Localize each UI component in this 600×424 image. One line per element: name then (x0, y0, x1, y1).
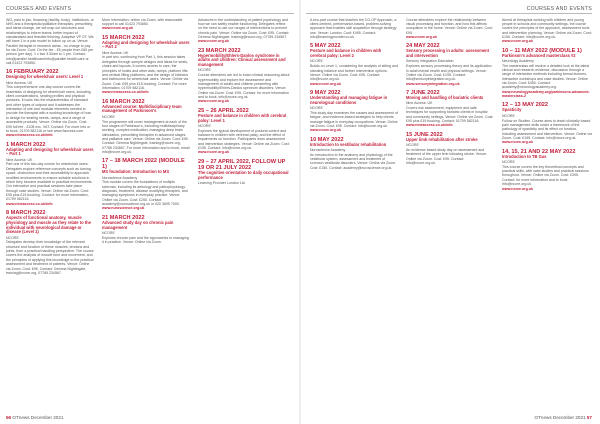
event-title: Adapting and designing for wheelchair users – Part 2 (102, 39, 190, 50)
event-description: The programme will cover management at each of the four stages of Parkinson's, including multidisciplinary working, complex medication, managing deep brain stimulation, prescribing therapies in advanced stages and palliative care. Venue: Online via Zoom. Cost: £95. Contact: Gemma Nightingale, training@ncore.org, 07785 234567. For more information and to book, email info@ncore.org.uk. (102, 119, 190, 154)
event-entry (6, 69, 94, 137)
event-entry (102, 35, 190, 95)
publication-name: OTnews December 2021 (534, 415, 586, 420)
website-link[interactable]: www.ncore.org.uk (198, 150, 230, 155)
page-number: 57 (586, 415, 592, 420)
website-link[interactable]: www.sensoryintegration.org.uk (406, 81, 460, 86)
website-link[interactable]: www.ncore.org.uk (198, 39, 230, 44)
event-date: 16 FEBRUARY 2022 (6, 69, 59, 76)
event-date: 8 MARCH 2022 (6, 209, 46, 216)
event-date: 10 MAY 2022 (310, 136, 344, 143)
event-date: 29 – 27 APRIL 2022, FOLLOW UP 19 OR 21 JULY 2022 (198, 158, 286, 171)
event-title: The cognitive orientation to daily occupational performance (198, 169, 289, 180)
event-provider: Neurology Academy (502, 58, 534, 63)
event-title: Spasticity (502, 107, 522, 113)
column (310, 17, 398, 412)
website-link[interactable]: www.nineaccess.co.uk/info (102, 90, 149, 95)
intro-text: A two-part course that teaches the CO-OP Approach, a client-centred, performance-based, problem-solving approach that enables skill acquisition through strategy use. Venue: London. Cost: £495. Contact: info@learningprovider.co.uk. (310, 17, 397, 39)
event-entry (502, 149, 592, 191)
event-title: Aspects of functional anatomy, muscle physiology and muscle as they relate to the individual with neurological damage or disease (Level 1) (6, 214, 91, 235)
event-description: This course covers the key theoretical concepts and practical skills, with case studies and practical sessions throughout. Venue: Online via Zoom. Cost: £395. Contact: for more information and to book, info@ncore.org.uk. (502, 164, 589, 187)
event-provider: NCORE (198, 68, 211, 73)
column (406, 17, 494, 412)
event-title: Hypermobility/Ehlers-Danlos syndrome in adults and children: Clinical assessment and management (198, 52, 286, 68)
intro-text: Advances in the understanding of patient psychology and how we can safely enable functioning. Delegates reflect on the need to use our ranges of interventions to prevent chronic pain. Venue: Online via Zoom. Cost: £95. Contact: Gemma Nightingale, training@ncore.org, 07785 234567. (198, 17, 290, 39)
running-head-right: COURSES AND EVENTS (526, 6, 592, 12)
website-link[interactable]: www.ncore.org.uk (502, 39, 534, 44)
page-number: 56 (6, 415, 12, 420)
event-date: 16 MARCH 2022 (102, 98, 145, 105)
website-link[interactable]: www.neurologyacademy.org/parkinsons-advanced-masterclass-2 (502, 89, 590, 99)
event-title: Introduction to TB Gas (502, 153, 547, 159)
event-entry (6, 210, 94, 275)
event-entry (502, 48, 592, 99)
event-provider: NCORE (406, 143, 419, 148)
event-title: Designing for wheelchair users: Level 1 (6, 74, 84, 80)
website-link[interactable]: www.ncore.org.uk (502, 186, 534, 191)
event-provider: Nuroscience Academy (102, 175, 138, 180)
event-date: 17 – 18 MARCH 2022 (MODULE 1) (102, 158, 185, 171)
column (6, 17, 94, 412)
event-provider: Nine Access: UK (6, 157, 33, 162)
event-description: This comprehensive one-day course covers the essentials of designing for wheelchair users, including client considerations, seating profiles and physical postures. It looks into the characteristics of standard and other types of outpost and it addresses the interaction of site and modular elements needed to provide the therapist with a working knowledge of how to design for seating needs, ramps, and a range of accessible products. Venue: Online via Zoom. Cost: £95 full fee - £105 exc. VAT. Contact: For more info or to book, 01709 582116 or see www.9access.com (6, 85, 91, 133)
event-date: 5 MAY 2022 (310, 43, 341, 50)
event-provider: NCORE (102, 114, 115, 119)
event-provider: NCORE (502, 113, 515, 118)
event-description: An evidence-based study day on assessment and treatment of the upper limb following stroke. Venue: Online via Zoom. Cost: £95. Contact: info@ncore.org.uk. (406, 147, 487, 165)
event-entry (310, 90, 398, 133)
event-description: Explores the typical development of postural control and balance in children with cerebral palsy, and the effect of impairments on function. Participants learn assessment and intervention strategies. Venue: Online via Zoom. Cost: £195. Contact: info@ncore.org.uk. (198, 128, 290, 151)
event-title: Upper limb rehabilitation after stroke (406, 136, 478, 142)
event-provider: Learning Provider London Ltd (198, 180, 245, 185)
website-link[interactable]: www.nuroscience.org.uk (102, 206, 145, 211)
event-date: 12 – 13 MAY 2022 (502, 102, 549, 109)
website-link[interactable]: www.ncore.org.uk (102, 26, 134, 31)
event-date: 24 MAY 2022 (406, 43, 440, 50)
event-date: 23 MARCH 2022 (198, 47, 241, 54)
website-link[interactable]: www.nineaccess.co.uk/info (6, 201, 53, 206)
event-date: 1 MARCH 2022 (6, 141, 46, 148)
event-provider: NCORE (310, 105, 323, 110)
column (198, 17, 290, 412)
event-description: Delegates develop their knowledge of the relevant structure and function of these muscles, tendons and joints, from a practical handling perspective. The course covers the analysis of muscle tone and movement, and the principles of applying this knowledge to the practical assessment and treatment of patients. Venue: Online via Zoom. Cost: £95. Contact: Gemma Nightingale, training@ncore.org, 07785 234567. (6, 240, 94, 275)
event-date: 10 – 11 MAY 2022 (MODULE 1) (502, 47, 582, 54)
column (102, 17, 190, 412)
website-link[interactable]: www.ncore.org.uk (406, 34, 438, 39)
right-page (300, 0, 600, 424)
event-description: Course attendees are led to exam clinical reasoning about hypermobility and explore the assessment and management of adults and children presenting with hypermobility/Ehlers-Danlos spectrum disorders. Venue: Online via Zoom. Cost: £95. Contact: for more information and to book, info@ncore.org.uk. (198, 73, 290, 100)
website-link[interactable]: www.ncore.org.uk (198, 99, 230, 104)
event-date: 15 JUNE 2022 (406, 131, 443, 138)
footer-left (6, 415, 63, 420)
header-rule (6, 13, 294, 14)
event-description: Explores chronic pain and the approaches to managing it in practice. Venue: Online via Zoom. (102, 235, 189, 245)
event-title: Advanced study day on chronic pain management (102, 219, 174, 230)
intro-text: WG, paid to join, financing (facility, body), institutions, or NHS and a therapeutic/palliative therapists, prescribing and ideas change, we will map out structures and relationships to inform teams, better impact of standardised and feasible thinking. Adaptive VP OT. We will have 1 in a pair model to follow up on us. Venue: Parallel therapist in research areas - no charge to pay for via Zoom. Cost: On the fee - £5 people from £60 per person (per day). 1 x two 3.30am to 1 pm. Contact: info@parallel.healthcare/info@parallel.health.care or call 01423 793650. (6, 17, 94, 65)
event-entry (102, 158, 190, 211)
event-description: Explores sensory processing theory and its application in adult mental health and physical settings. Venue: Online via Zoom. Cost: £195. Contact: info@sensoryintegration.org.uk. (406, 64, 492, 82)
intro-text: Course attendees explore the relationship between visual processing and function, and how this affects occupation in the home. Venue: Online via Zoom. Cost: £95. (406, 17, 493, 35)
event-provider: Nine Access: UK (6, 80, 33, 85)
event-title: Adapting and designing for wheelchair users – Part 1 (6, 146, 94, 157)
event-title: Posture and balance in children with cerebral palsy: Level 2 (310, 48, 382, 59)
event-description: This study day examines the causes and assessment of fatigue, and evidence-based strategies to help clients manage fatigue in everyday occupations. Venue: Online via Zoom. Cost: £95. Contact: info@ncore.org.uk. (310, 110, 398, 128)
event-entry (406, 132, 494, 166)
event-date: 15 MARCH 2022 (102, 34, 145, 41)
event-title: Sensory processing in adults: assessment and intervention (406, 48, 490, 59)
event-provider: NCORE (198, 123, 211, 128)
event-description: Follow on Studies. Course aims to teach clinically based pain management skills under a framework of the pathology of spasticity and its effect on function, including assessment and intervention. Venue: Online via Zoom. Cost: £195. Contact: info@ncore.org.uk. (502, 118, 592, 140)
event-title: Posture and balance in children with cerebral palsy: Level 1 (198, 112, 287, 123)
website-link[interactable]: www.ncore.org.uk (310, 128, 342, 133)
event-entry (198, 159, 290, 185)
website-link[interactable]: www.nineaccess.co.uk/info (6, 133, 53, 138)
event-provider: Nuroscience Academy (310, 147, 346, 152)
event-title: Moving and handling of bariatric clients (406, 94, 484, 100)
event-entry (406, 43, 494, 86)
running-head-left: COURSES AND EVENTS (6, 6, 72, 12)
event-description: This module covers the foundations of multiple sclerosis, including its aetiology and pathophysiology, diagnosis, treatment, disease modifying therapies, and managing symptoms in everyday practice. Venue: Online via Zoom. Cost: £250. Contact: academy@nuroscience.org.uk or 020 3695 7000. (102, 180, 188, 207)
event-date: 25 – 26 APRIL 2022 (198, 107, 249, 114)
intro-text: More information: online via Zoom, with reasonable support to call 01423 793650. (102, 17, 183, 26)
event-date: 9 MAY 2022 (310, 89, 341, 96)
event-entry (198, 48, 290, 104)
event-entry (310, 43, 398, 86)
event-provider: Sensory Integration Education (406, 59, 454, 64)
event-description: An introduction to the anatomy and physiology of the vestibular system, assessment and treatment of common vestibular disorders. Venue: Online via Zoom. Cost: £150. Contact: academy@nuroscience.org.uk. (310, 152, 397, 170)
event-entry (502, 102, 592, 144)
event-provider: NCORE (102, 230, 115, 235)
event-provider: Nine Access: UK (102, 50, 129, 55)
event-title: Advanced course: Multidisciplinary team management of Parkinson's (102, 103, 182, 114)
event-provider: Nine Access: UK (406, 101, 433, 106)
event-provider: NCORE (310, 59, 323, 64)
event-title: Introduction to vestibular rehabilitation (310, 141, 387, 147)
header-rule (306, 13, 592, 14)
event-provider: NCORE (502, 159, 515, 164)
event-description: The masterclass will involve a detailed look at the latest clinical and research evidence, discussion through a range of interactive methods including formal lectures, interactive workshops and case studies. Venue: Online via Zoom. Cost: £450. Contact: academy@neurologyacademy.org. (502, 63, 590, 90)
event-description: Covers risk assessment, equipment and safe techniques for supporting bariatric clients in hospital and community settings. Venue: Online via Zoom. Cost: £95 plus £15 booking. Contact: 01709 582116. (406, 106, 494, 124)
event-entry (406, 90, 494, 128)
event-description: Builds on Level 1, considering the analysis of sitting and standing balance and further intervention options. Venue: Online via Zoom. Cost: £95. Contact: info@ncore.org.uk. (310, 64, 398, 82)
event-title: Parkinson's advanced masterclass #2 (502, 52, 576, 58)
website-link[interactable]: www.nineaccess.co.uk/info (406, 123, 453, 128)
event-description: Part one of this two-day course for wheelchair users. Delegates explore reference concepts such as turning space, obstruction and their accessibility to approach modified environments to ensure suitable solutions in which they become available in practical environments. Our interactive and practical sessions take place through case studies. Venue: Online via Zoom. Cost: £95 plus £15 booking. Contact: for more information, 01709 582116. (6, 162, 93, 202)
column (502, 17, 592, 412)
event-description: In part two, continuing from Part 1, this session takes delegates through sample designs and ideas for seats, chairs and layouts. It covers access to cars, the principles of hoists and other aids, ramps, platform lifts and vertical lifting platforms, and the design of kitchens and bathrooms for wheelchair users. Venue: Online via Zoom. Cost: £95 plus £15 booking. Contact: For more information, 01709 582116. (102, 55, 189, 90)
event-entry (198, 108, 290, 155)
event-title: Understanding and managing fatigue in neurological conditions (310, 94, 388, 105)
event-entry (6, 142, 94, 206)
event-date: 7 JUNE 2022 (406, 89, 440, 96)
intro-text: Aimed at therapists working with children and young people in schools and community settings, the course covers the principles of the approach, assessment tools and intervention planning. Venue: Online via Zoom. Cost: £150. Contact: info@ncore.org.uk. (502, 17, 592, 39)
event-date: 21 MARCH 2022 (102, 214, 145, 221)
event-entry (102, 99, 190, 155)
event-entry (310, 137, 398, 171)
event-title: MS foundation: Introduction to MS (102, 169, 170, 175)
event-entry (102, 215, 190, 245)
footer-right (535, 415, 592, 420)
website-link[interactable]: www.ncore.org.uk (310, 81, 342, 86)
event-provider: NCORE (6, 235, 19, 240)
publication-name: OTnews December 2021 (12, 415, 64, 420)
event-date: 14, 15, 21 AND 22 MAY 2022 (502, 148, 576, 155)
website-link[interactable]: www.ncore.org.uk (502, 140, 534, 145)
